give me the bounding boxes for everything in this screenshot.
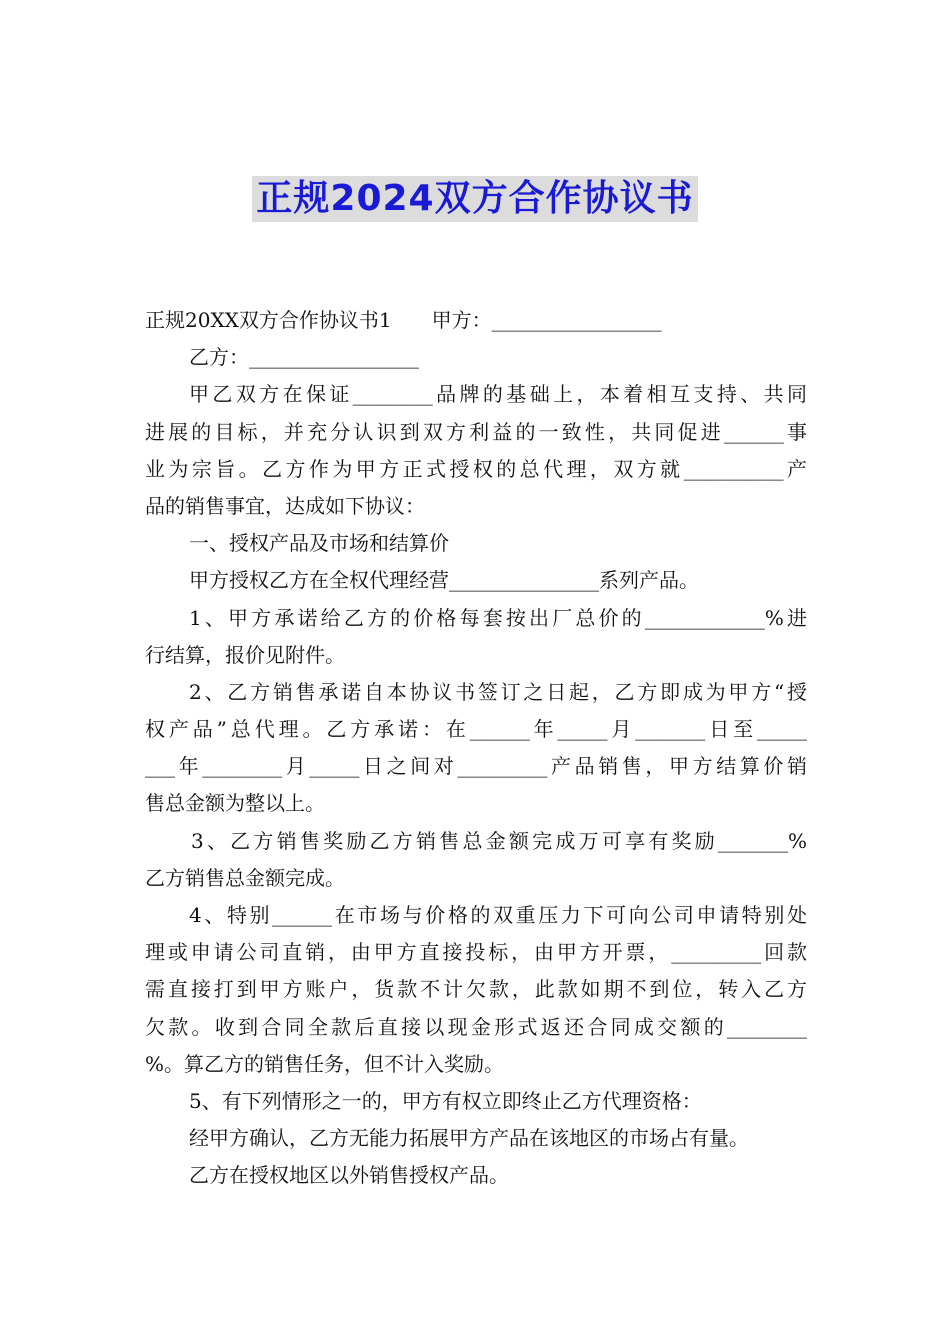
clause-line: 售总金额为整以上。 <box>145 791 325 816</box>
title-container <box>0 176 950 222</box>
clause-line: 乙方在授权地区以外销售授权产品。 <box>189 1163 509 1188</box>
clause-line: 4、特别______在市场与价格的双重压力下可向公司申请特别处 <box>189 903 807 927</box>
party-b-line: 乙方：_________________ <box>189 345 419 370</box>
clause-line: 5、有下列情形之一的，甲方有权立即终止乙方代理资格： <box>189 1088 702 1113</box>
document-title: 正规2024双方合作协议书 <box>252 176 697 222</box>
clause-line: 理或申请公司直销，由甲方直接投标，由甲方开票，_________回款 <box>145 940 807 965</box>
clause-line: %。算乙方的销售任务，但不计入奖励。 <box>145 1051 505 1076</box>
clause-line: 欠款。收到合同全款后直接以现金形式返还合同成交额的________ <box>145 1014 807 1039</box>
clause-line: 行结算，报价见附件。 <box>145 642 345 667</box>
paragraph-line: 甲乙双方在保证________品牌的基础上，本着相互支持、共同 <box>189 382 807 407</box>
header-line: 正规20XX双方合作协议书1 甲方：_________________ <box>145 308 662 332</box>
clause-line: 需直接打到甲方账户，货款不计欠款，此款如期不到位，转入乙方 <box>145 977 807 1002</box>
clause-line: ___年________月_____日之间对_________产品销售，甲方结算价销 <box>145 754 807 779</box>
document-body <box>145 302 807 1195</box>
clause-line: 乙方销售总金额完成。 <box>145 865 345 890</box>
paragraph-line: 业为宗旨。乙方作为甲方正式授权的总代理，双方就__________产 <box>145 456 807 481</box>
clause-line: 2、乙方销售承诺自本协议书签订之日起，乙方即成为甲方“授 <box>189 679 807 704</box>
clause-line: 经甲方确认，乙方无能力拓展甲方产品在该地区的市场占有量。 <box>189 1126 749 1151</box>
clause-line: 1、甲方承诺给乙方的价格每套按出厂总价的____________%进 <box>189 605 807 630</box>
clause-line: 权产品”总代理。乙方承诺：在______年_____月_______日至_____ <box>145 717 807 742</box>
clause-line: 3、乙方销售奖励乙方销售总金额完成万可享有奖励_______% <box>191 828 807 853</box>
paragraph-line: 进展的目标，并充分认识到双方利益的一致性，共同促进______事 <box>145 419 807 444</box>
paragraph-line: 甲方授权乙方在全权代理经营_______________系列产品。 <box>189 568 699 593</box>
paragraph-line: 品的销售事宜，达成如下协议： <box>145 493 425 518</box>
section-heading: 一、授权产品及市场和结算价 <box>189 531 449 556</box>
